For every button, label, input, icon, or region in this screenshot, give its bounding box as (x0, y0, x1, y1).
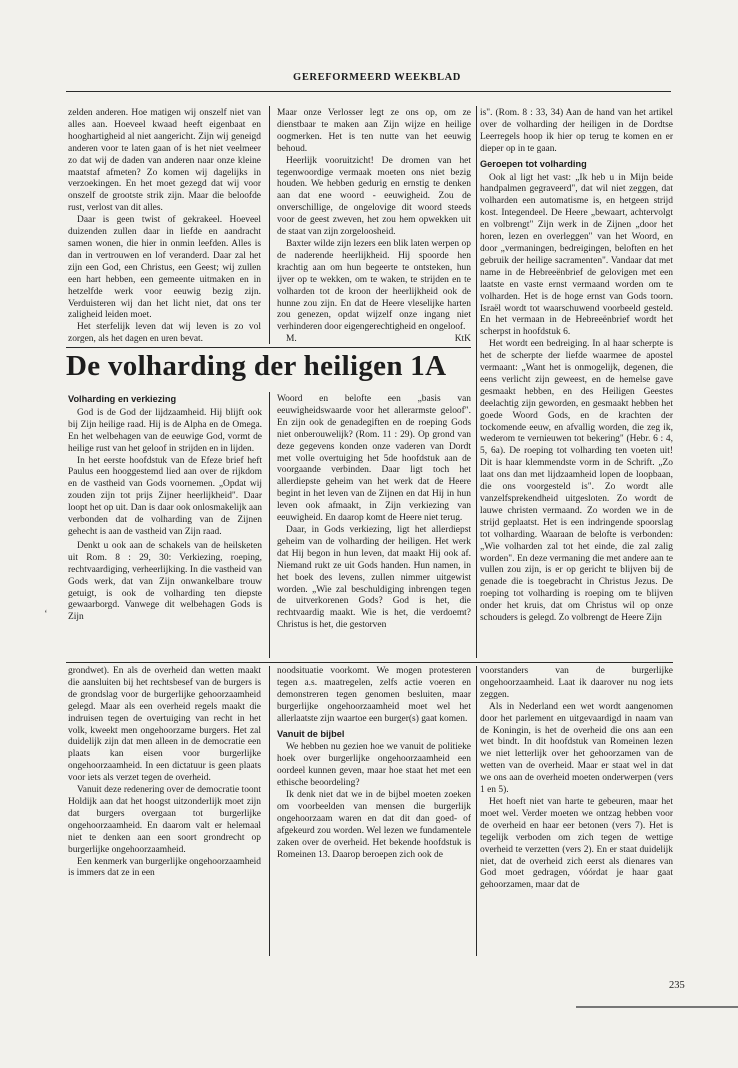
paragraph: We hebben nu gezien hoe we vanuit de politieke hoek over burgerlijke ongehoorzaamheid een oordeel kunnen geven, maar hoe staat het met een ethische beoordeling? (277, 742, 471, 789)
paragraph: Denkt u ook aan de schakels van de heilsketen uit Rom. 8 : 29, 30: Verkiezing, roeping, rechtvaardiging, verheerlijking. In die vastheid van Gods werk, dat van Zijn onwankelbare trouw getuigt, is ook de volharding ten diepste gewaarborgd. Vanwege dit welbehagen Gods is Zijn (68, 540, 262, 623)
paragraph: Vanuit deze redenering over de democratie toont Holdijk aan dat het hoogst uitzonderlijk moet zijn dat burgers overgaan tot burgerlijke ongehoorzaamheid. En daarom valt er helemaal niet te denken aan een soort grondrecht op burgerlijke ongehoorzaamheid. (68, 785, 261, 855)
signature (277, 334, 471, 346)
scan-edge-line (576, 1006, 738, 1008)
paragraph: Woord en belofte een „basis van eeuwigheidswaarde voor het allerarmste geloof". En zijn ook de genadegiften en de roeping Gods niet onberouwelijk? (Rom. 11 : 29). Op grond van deze gegevens konden onze vaderen van Dordt met volle overtuiging het 5de hoofdstuk aan de voorgaande verbinden. Daar ligt toch het allerdiepste geheim van het werk dat de Heere begint in het leven van de Zijnen en dat Hij in hun leven ook afmaakt, in Zijn verkiezing van eeuwigheid. En daarop komt de Heere niet terug. (277, 394, 471, 524)
section-heading: Vanuit de bijbel (277, 728, 345, 739)
paragraph: voorstanders van de burgerlijke ongehoorzaamheid. Laat ik daarover nu nog iets zeggen. (480, 666, 673, 700)
article-column-2 (277, 394, 471, 660)
lower-column-3 (480, 666, 673, 958)
paragraph: Het sterfelijk leven dat wij leven is zo vol zorgen, als het dagen en uren bevat. (68, 322, 261, 345)
header-rule (66, 91, 671, 92)
paragraph: grondwet). En als de overheid dan wetten maakt die aansluiten bij het rechtsbesef van de burgers is de grondslag voor de burgerlijke gehoorzaamheid gelegd. Maar als een overheid regels maakt die indruisen tegen de overtuiging van recht in het volk, kweekt men ongehoorzame burgers. Het zal duidelijk zijn dat men alleen in de democratie een plaats kan eisen voor burgerlijke ongehoorzaamheid. In een dictatuur is geen plaats voor iets als verzet tegen de overheid. (68, 666, 261, 784)
paragraph: Het wordt een bedreiging. In al haar scherpte is het de scherpte der liefde waarmee de apostel vermaant: „Want het is onmogelijk, degenen, die eens verlicht zijn geweest, en de hemelse gave gesmaakt hebben, en des Heiligen Geestes deelachtig zijn geworden, en gesmaakt hebben het goede Woord Gods, en de krachten der tockomende eeuw, en afvallig worden, die zeg ik, wederom te vernieuwen tot bekering" (Hebr. 6 : 4, 5, 6a). De roeping tot volharding ten voeten uit! Dit is haar klemmendste vorm in de Schrift. „Zo laat ons dan met lijdzaamheid lopen de loopbaan, die ons voorgesteld is". Zo wordt alle vanzelfsprekendheid uitgesloten. Zo wordt de lauwe christen vermaand. Zo worden we in de strijd geplaatst. Het is een indringende spoorslag tot volharding. Waaraan de belofte is verbonden: „Wie volharden zal tot het einde, die zal zalig worden". En deze vermaning die met andere aan te vullen zou zijn, is er op gericht te blijven bij de genade die is toegebracht in Christus Jezus. De roeping tot volharding is roeping om te blijven onder het kruis, dat om Christus wil op onze schouders is gelegd. Zo volbrengt de Heere Zijn (480, 339, 673, 624)
paragraph: Baxter wilde zijn lezers een blik laten werpen op de naderende heerlijkheid. Hij spoorde hen krachtig aan om hun begeerte te ontsteken, hun ijver op te wekken, om te waken, te strijden en te volharden tot de kroon der heerlijkheid ook de hunne zou zijn. En dat de Heere vleselijke harten zou genezen, opdat wijzelf onze ingang niet verhinderen door eigengerechtigheid en ongeloof. (277, 238, 471, 333)
paragraph: zelden anderen. Hoe matigen wij onszelf niet van alles aan. Hoeveel kwaad heeft eigenbaat en hooghartigheid al niet aangericht. Zijn wij geneigd anderen voor te laten gaan of is het niet veelmeer zo dat wij de daden van anderen naar onze kleine maatstaf afmeten? Zo komen wij dagelijks in verzoekingen. En het moet gezegd dat wij voor onszelf de grootste strik zijn. Maar die beloofde rust, verlost van dit alles. (68, 108, 261, 214)
column-divider (476, 666, 477, 956)
paragraph: Ook al ligt het vast: „Ik heb u in Mijn beide handpalmen gegraveerd", dat wil niet zeggen, dat volharden een automatisme is, en hetgeen strijd kost. Integendeel. De Heere „bewaart, achtervolgt en volbrengt" Zijn werk in de Zijnen „door het horen, lezen en overleggen" van het Woord, en door „vermaningen, bedreigingen, beloften en het gebruik der heilige sacramenten". Vandaar dat met name in de Hebreeënbrief de gelovigen met een laatste en vaste ernst vermaand worden om te volharden. Het is de hoge ernst van Gods toorn. Israël wordt tot waarschuwend voorbeeld gesteld. En het vermaan in de Hebreeënbrief wordt het scherpst in hoofdstuk 6. (480, 172, 673, 338)
column-divider (476, 106, 477, 658)
paragraph: In het eerste hoofdstuk van de Efeze brief heft Paulus een hooggestemd lied aan over de rijkdom en de vastheid van Gods voornemen. „Opdat wij zouden zijn tot prijs Zijner heerlijkheid". Daar loopt het op uit. Dan is daar ook onlosmakelijk aan verbonden dat de volharding van de Zijnen gehecht is aan de vastheid van Zijn raad. (68, 455, 262, 537)
upper-column-2 (277, 108, 471, 348)
paragraph: Daar is geen twist of gekrakeel. Hoeveel duizenden zullen daar in liefde en aandracht samen wonen, die hier in onmin leefden. Alles is dan in vertrouwen en lof veranderd. Daar zal het zijn een God, een Christus, een Geest; wij zullen een hart hebben, een gemeente uitmaken en in hetzelfde werk voor eeuwig bezig zijn. Verduisteren wij dan het licht niet, dat ons ter zaligheid leiden moet. (68, 215, 261, 321)
paragraph: is". (Rom. 8 : 33, 34) Aan de hand van het artikel over de volharding der heiligen in de Dordtse Leerregels hoop ik hier op terug te komen en er dieper op in te gaan. (480, 108, 673, 154)
paragraph: Daar, in Gods verkiezing, ligt het allerdiepst geheim van de volharding der heiligen. Het werk dat Hij begon in hun leven, dat maakt Hij ook af. Niemand rukt ze uit Gods handen. Hun namen, in het boek des levens, zullen nimmer uitgewist worden. „Wie zal beschuldiging inbrengen tegen de uitverkorenen Gods? God is het, die rechtvaardig maakt. Wie is het, die verdoemt? Christus is het, die gestorven (277, 524, 471, 631)
article-column-1 (68, 394, 262, 660)
column-divider (269, 392, 270, 658)
page-header: GEREFORMEERD WEEKBLAD (293, 72, 461, 83)
article-title: De volharding der heiligen 1A (66, 350, 447, 382)
section-heading: Geroepen tot volharding (480, 158, 587, 169)
paragraph: Het hoeft niet van harte te gebeuren, maar het moet wel. Verder moeten we ontzag hebben voor de overheid en haar eer betonen (vers 7). Het is tegelijk verboden om zich tegen de wettige overheid te verzetten (vers 2). En er staat duidelijk niet, dat de overheid zich eerst als dienares van God moet gedragen, vóórdat je haar gaat gehoorzamen, maar dat de (480, 796, 673, 891)
lower-column-2 (277, 666, 471, 958)
right-column (480, 108, 673, 660)
upper-column-1 (68, 108, 261, 348)
lower-column-1 (68, 666, 261, 958)
section-heading: Volharding en verkiezing (68, 394, 177, 404)
signature-left: M. (286, 334, 297, 345)
paragraph: Heerlijk vooruitzicht! De dromen van het tegenwoordige vermaak moeten ons niet bezig houden. We hebben gedurig en ernstig te denken aan dat ene woord - eeuwigheid. Zou de onverschillige, de ongelovige dit woord steeds voor de geest zweven, het zou hem opwekken uit de staat van zijn zorgeloosheid. (277, 155, 471, 238)
article-top-rule (66, 347, 471, 348)
column-divider (269, 106, 270, 344)
paragraph: Ik denk niet dat we in de bijbel moeten zoeken om voorbeelden van mensen die burgerlijk ongehoorzaam waren en dat dit dan goed- of afgekeurd zou worden. Wel lezen we fundamentele zaken over de overheid. Het bekende hoofdstuk is Romeinen 13. Daarop beroepen zich ook de (277, 790, 471, 860)
paragraph: Als in Nederland een wet wordt aangenomen door het parlement en uitgevaardigd in naam van de Koningin, is het de overheid die ons aan een wet bindt. In dit hoofdstuk van Romeinen lezen we niet letterlijk over het gehoorzamen van de wetten van de overheid. Maar er staat wel in dat we ons aan de overheid moeten onderwerpen (vers 1 en 5). (480, 701, 673, 796)
paragraph: Een kenmerk van burgerlijke ongehoorzaamheid is immers dat ze in een (68, 856, 261, 879)
paragraph: Maar onze Verlosser legt ze ons op, om ze dienstbaar te maken aan Zijn wijze en heilige oogmerken. Het is ten nutte van het eeuwig behoud. (277, 108, 471, 154)
signature-right: KtK (454, 334, 471, 345)
paragraph: God is de God der lijdzaamheid. Hij blijft ook bij Zijn heilige raad. Hij is de Alpha en de Omega. En het welbehagen van de eeuwige God, vormt de heilige rust van het geloof in strijden en in lijden. (68, 407, 262, 454)
column-divider (269, 666, 270, 956)
section-rule (66, 662, 673, 663)
page-number: 235 (669, 980, 685, 991)
paragraph: noodsituatie voorkomt. We mogen protesteren tegen a.s. maatregelen, zelfs actie voeren en demonstreren tegen genomen besluiten, maar burgerlijke ongehoorzaamheid moet wel het allerlaatste zijn waartoe een burger(s) gaat komen. (277, 666, 471, 724)
margin-mark: ʻ (44, 608, 48, 620)
